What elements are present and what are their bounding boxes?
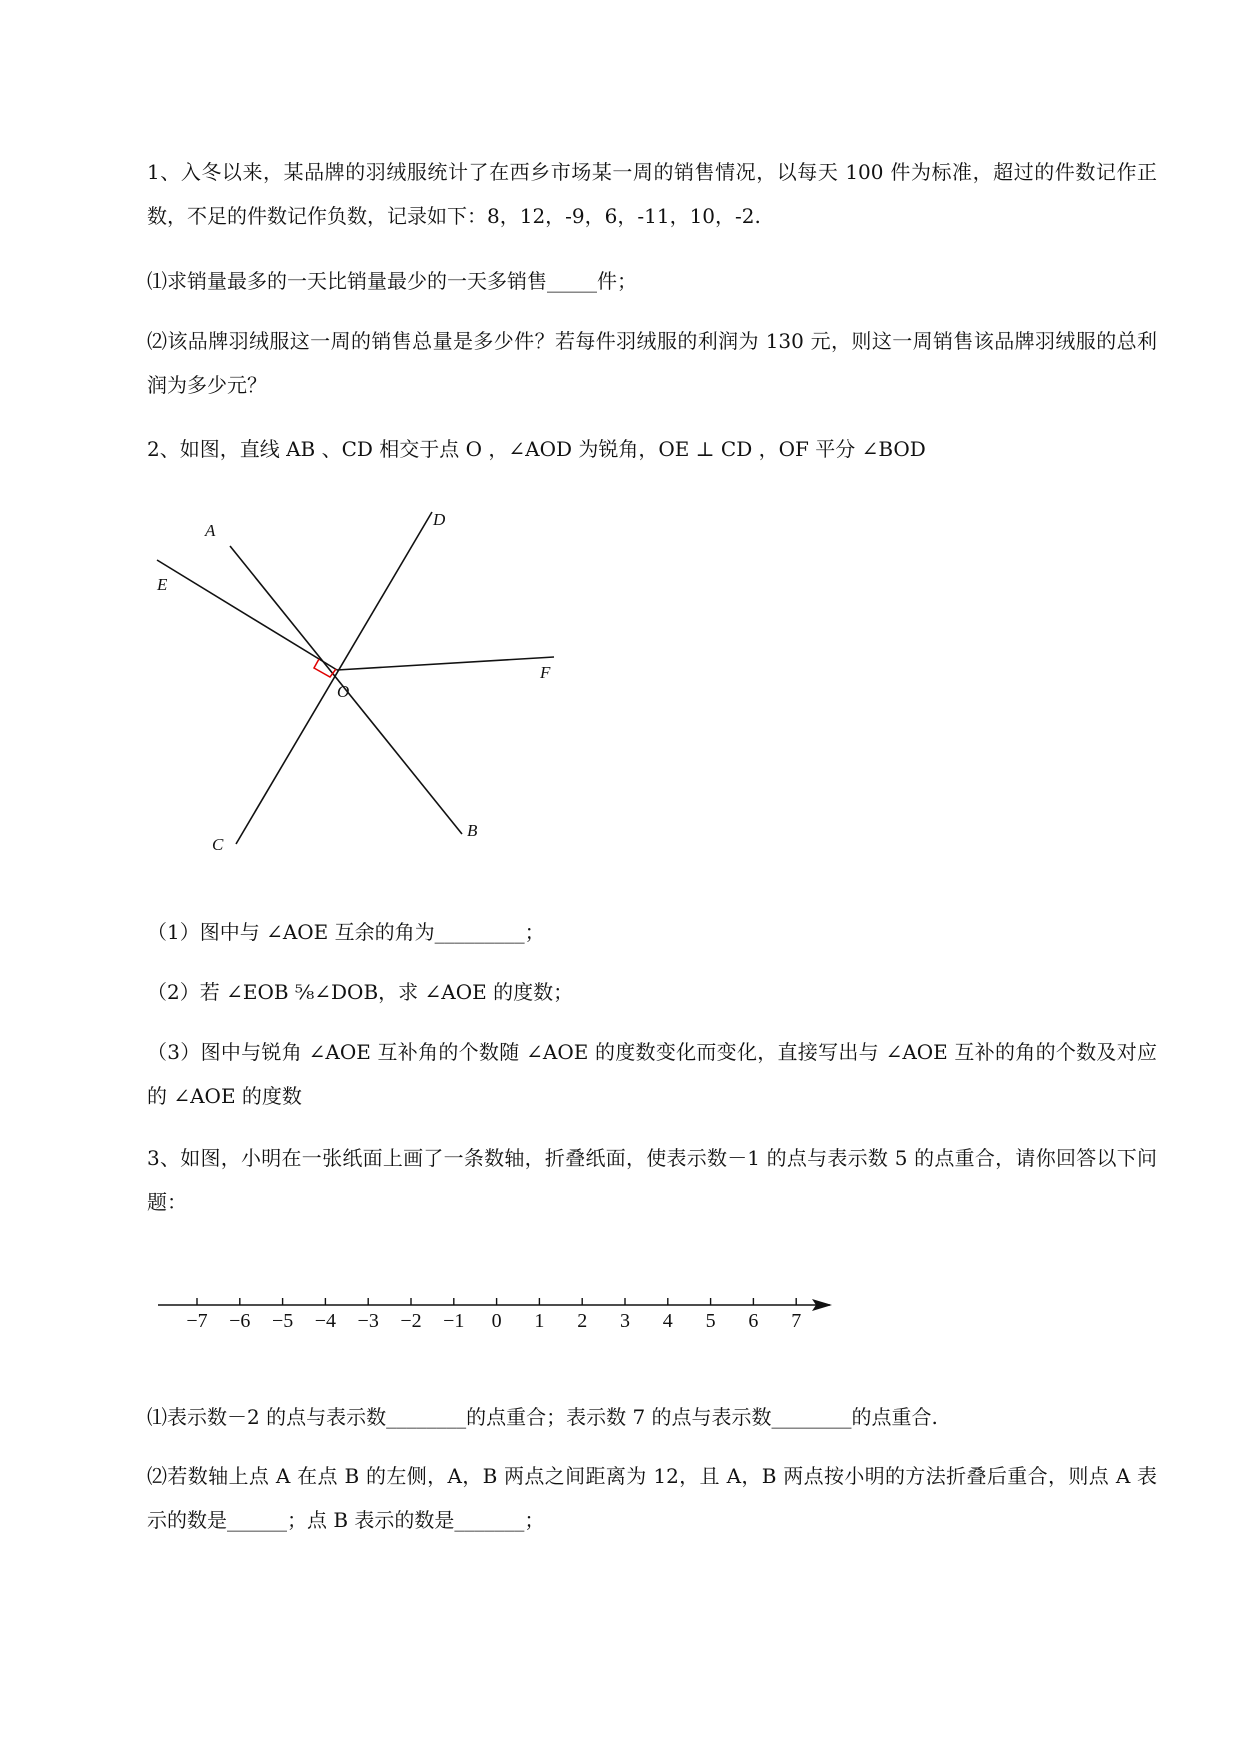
number-line-tick-label: 6 <box>748 1310 759 1332</box>
q2-sub1: （1）图中与 ∠AOE 互余的角为_________； <box>147 920 545 944</box>
number-line-tick-label: −4 <box>314 1310 337 1332</box>
number-line-tick-label: −2 <box>400 1310 422 1332</box>
number-line-tick-label: 1 <box>534 1310 545 1332</box>
number-line-tick-label: −3 <box>357 1310 379 1332</box>
label-o: O <box>337 682 350 701</box>
label-c: C <box>212 835 224 854</box>
q3-sub2: ⑵若数轴上点 A 在点 B 的左侧，A，B 两点之间距离为 12，且 A，B 两点按小明的方法折叠后重合，则点 A 表示的数是______；点 B 表示的数是_______； <box>147 1464 1157 1532</box>
q3-intro: 3、如图，小明在一张纸面上画了一条数轴，折叠纸面，使表示数－1 的点与表示数 5 的点重合，请你回答以下问题： <box>147 1146 1157 1214</box>
line-cd <box>236 512 432 844</box>
number-line-figure <box>150 1280 850 1340</box>
ray-of <box>337 657 554 670</box>
label-b: B <box>467 821 478 840</box>
q1-text: 1、入冬以来，某品牌的羽绒服统计了在西乡市场某一周的销售情况，以每天 100 件为标准，超过的件数记作正数，不足的件数记作负数，记录如下：8，12，-9，6，-11，10，-2. <box>147 160 1157 228</box>
ray-oe <box>157 560 337 670</box>
number-line-tick-label: 4 <box>662 1310 673 1332</box>
number-line-tick-label: 5 <box>705 1310 716 1332</box>
number-line-tick-label: −6 <box>229 1310 251 1332</box>
label-a: A <box>205 521 216 540</box>
q1-sub2: ⑵该品牌羽绒服这一周的销售总量是多少件？若每件羽绒服的利润为 130 元，则这一周销售该品牌羽绒服的总利润为多少元？ <box>147 329 1157 397</box>
q2-intro: 2、如图，直线 AB 、CD 相交于点 O ，∠AOD 为锐角，OE ⊥ CD ，OF 平分 ∠BOD <box>147 437 926 461</box>
number-line-tick-label: 3 <box>620 1310 630 1332</box>
number-line-tick-label: −7 <box>186 1310 208 1332</box>
label-d: D <box>433 510 446 529</box>
q3-sub1: ⑴表示数－2 的点与表示数________的点重合；表示数 7 的点与表示数________的点重合. <box>147 1405 938 1429</box>
number-line-tick-label: −1 <box>443 1310 465 1332</box>
label-f: F <box>540 663 551 682</box>
number-line-tick-label: −5 <box>271 1310 294 1332</box>
q1-sub1: ⑴求销量最多的一天比销量最少的一天多销售_____件； <box>147 269 637 293</box>
number-line-tick-label: 2 <box>577 1310 588 1332</box>
label-e: E <box>157 575 168 594</box>
q2-sub2: （2）若 ∠EOB ⁵⁄₈∠DOB，求 ∠AOE 的度数； <box>147 980 574 1004</box>
number-line-tick-label: 0 <box>491 1310 502 1332</box>
number-line-tick-label: 7 <box>791 1310 802 1332</box>
q2-sub3: （3）图中与锐角 ∠AOE 互补角的个数随 ∠AOE 的度数变化而变化，直接写出与 ∠AOE 互补的角的个数及对应的 ∠AOE 的度数 <box>147 1040 1157 1108</box>
angle-figure <box>140 500 580 870</box>
